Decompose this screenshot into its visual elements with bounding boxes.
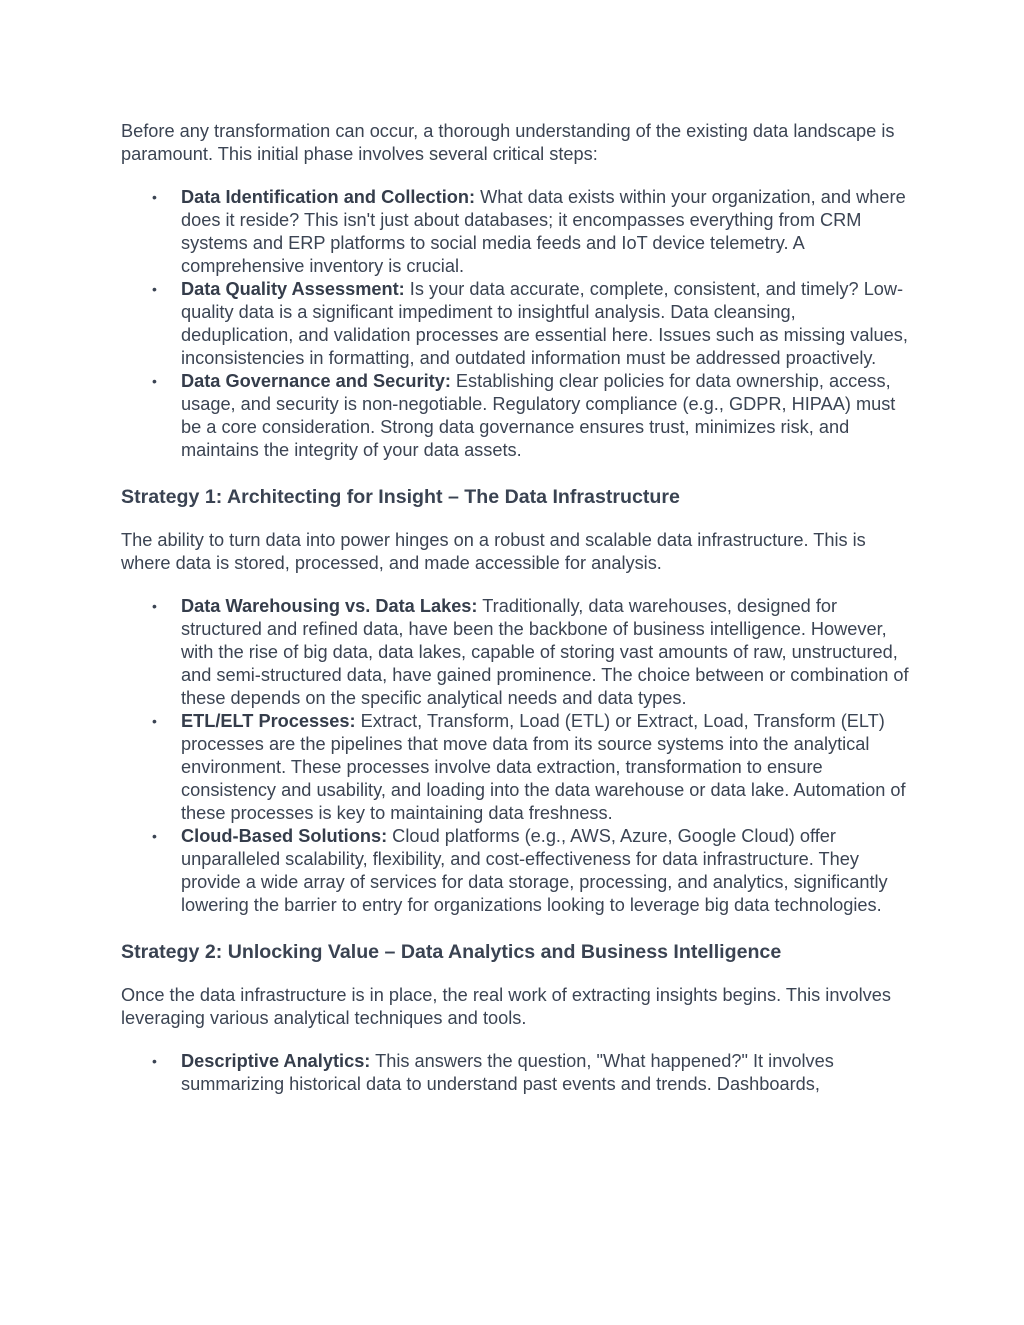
list-item-text: Is your data accurate, complete, consistent, and timely? Low-quality data is a significant impediment to insightful analysis. Data cleansing, deduplication, and validation processes are essential here. Issues such as missing values, inconsistencies in formatting, and outdated information must be addressed proactively. (181, 279, 908, 368)
document-page (121, 120, 911, 1096)
bullet-icon: • (152, 598, 157, 614)
bullet-icon: • (152, 1053, 157, 1069)
list-item-term: Data Warehousing vs. Data Lakes: (181, 596, 478, 616)
bullet-icon: • (152, 713, 157, 729)
list-item-term: ETL/ELT Processes: (181, 711, 356, 731)
list-item-text: Extract, Transform, Load (ETL) or Extract, Load, Transform (ELT) processes are the pipelines that move data from its source systems into the analytical environment. These processes involve data extraction, transformation to ensure consistency and usability, and loading into the data warehouse or data lake. Automation of these processes is key to maintaining data freshness. (181, 711, 906, 823)
list-item-text: Traditionally, data warehouses, designed for structured and refined data, have been the backbone of business intelligence. However, with the rise of big data, data lakes, capable of storing vast amounts of raw, unstructured, and semi-structured data, have gained prominence. The choice between or combination of these depends on the specific analytical needs and data types. (181, 596, 909, 708)
bullet-icon: • (152, 373, 157, 389)
intro-list (121, 186, 911, 462)
strategy-1-list (121, 595, 911, 917)
strategy-2-paragraph: Once the data infrastructure is in place, the real work of extracting insights begins. This involves leveraging various analytical techniques and tools. (121, 985, 891, 1028)
section-heading-strategy-1: Strategy 1: Architecting for Insight – The Data Infrastructure (121, 486, 680, 508)
list-item-term: Cloud-Based Solutions: (181, 826, 388, 846)
list-item (121, 278, 911, 370)
list-item-term: Data Governance and Security: (181, 371, 451, 391)
bullet-icon: • (152, 281, 157, 297)
list-item (121, 1050, 911, 1096)
bullet-icon: • (152, 189, 157, 205)
section-heading-strategy-2: Strategy 2: Unlocking Value – Data Analytics and Business Intelligence (121, 941, 782, 963)
list-item-term: Data Quality Assessment: (181, 279, 405, 299)
list-item (121, 370, 911, 462)
list-item-term: Data Identification and Collection: (181, 187, 476, 207)
bullet-icon: • (152, 828, 157, 844)
list-item-text: This answers the question, "What happened?" It involves summarizing historical data to understand past events and trends. Dashboards, (181, 1051, 834, 1094)
strategy-1-paragraph: The ability to turn data into power hinges on a robust and scalable data infrastructure. This is where data is stored, processed, and made accessible for analysis. (121, 530, 866, 573)
list-item-text: Cloud platforms (e.g., AWS, Azure, Google Cloud) offer unparalleled scalability, flexibility, and cost-effectiveness for data infrastructure. They provide a wide array of services for data storage, processing, and analytics, significantly lowering the barrier to entry for organizations looking to leverage big data technologies. (181, 826, 888, 915)
strategy-2-list (121, 1050, 911, 1096)
list-item (121, 710, 911, 825)
list-item (121, 825, 911, 917)
list-item (121, 595, 911, 710)
list-item (121, 186, 911, 278)
list-item-text: What data exists within your organization, and where does it reside? This isn't just about databases; it encompasses everything from CRM systems and ERP platforms to social media feeds and IoT device telemetry. A comprehensive inventory is crucial. (181, 187, 906, 276)
intro-paragraph: Before any transformation can occur, a thorough understanding of the existing data landscape is paramount. This initial phase involves several critical steps: (121, 121, 895, 164)
list-item-text: Establishing clear policies for data ownership, access, usage, and security is non-negotiable. Regulatory compliance (e.g., GDPR, HIPAA) must be a core consideration. Strong data governance ensures trust, minimizes risk, and maintains the integrity of your data assets. (181, 371, 896, 460)
list-item-term: Descriptive Analytics: (181, 1051, 371, 1071)
